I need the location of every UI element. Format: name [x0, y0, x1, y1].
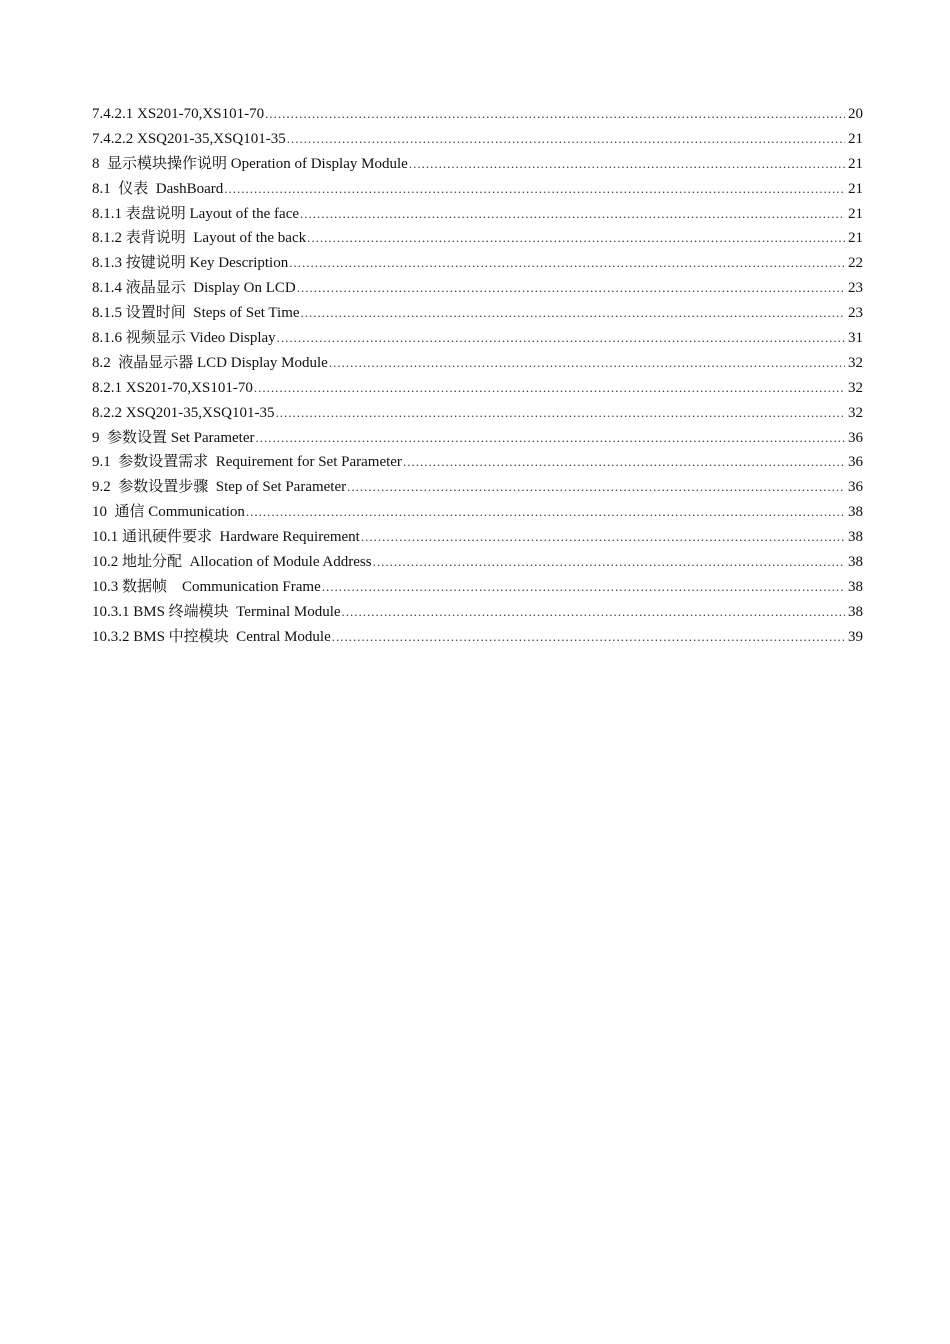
- toc-page-number: 23: [848, 305, 863, 322]
- toc-page-number: 38: [848, 554, 863, 571]
- toc-page-number: 31: [848, 330, 863, 347]
- toc-dot-leader: [301, 301, 845, 326]
- toc-entry-title: 8.2.1 XS201-70,XS101-70: [92, 379, 253, 396]
- toc-page-number: 36: [848, 454, 863, 471]
- toc-entry-title: 8.2.2 XSQ201-35,XSQ101-35: [92, 404, 275, 421]
- toc-page-number: 23: [848, 280, 863, 297]
- toc-dot-leader: [300, 202, 845, 227]
- toc-entry[interactable]: [92, 550, 863, 575]
- toc-entry-title: 10 通信 Communication: [92, 504, 245, 521]
- toc-entry-title: 8.1.3 按键说明 Key Description: [92, 255, 289, 272]
- toc-page-number: 36: [848, 429, 863, 446]
- toc-entry-title: 8.1.1 表盘说明 Layout of the face: [92, 205, 300, 222]
- toc-page-number: 36: [848, 479, 863, 496]
- toc-entry[interactable]: [92, 326, 863, 351]
- toc-entry[interactable]: [92, 625, 863, 650]
- toc-entry[interactable]: [92, 276, 863, 301]
- toc-entry-title: 10.3.2 BMS 中控模块 Central Module: [92, 628, 331, 645]
- toc-dot-leader: [255, 426, 845, 451]
- toc-entry-title: 8.2 液晶显示器 LCD Display Module: [92, 354, 328, 371]
- toc-entry[interactable]: [92, 202, 863, 227]
- toc-entry-title: 9 参数设置 Set Parameter: [92, 429, 255, 446]
- toc-entry[interactable]: [92, 475, 863, 500]
- toc-dot-leader: [276, 401, 845, 426]
- toc-entry-title: 9.2 参数设置步骤 Step of Set Parameter: [92, 479, 347, 496]
- toc-page-number: 32: [848, 379, 863, 396]
- toc-entry[interactable]: [92, 450, 863, 475]
- toc-page-number: 38: [848, 529, 863, 546]
- toc-dot-leader: [246, 500, 845, 525]
- toc-entry-title: 10.2 地址分配 Allocation of Module Address: [92, 554, 372, 571]
- toc-dot-leader: [347, 475, 845, 500]
- toc-entry[interactable]: [92, 525, 863, 550]
- toc-dot-leader: [277, 326, 845, 351]
- toc-dot-leader: [329, 351, 845, 376]
- toc-entry[interactable]: [92, 600, 863, 625]
- toc-dot-leader: [322, 575, 845, 600]
- toc-dot-leader: [409, 152, 845, 177]
- toc-entry-title: 8.1.4 液晶显示 Display On LCD: [92, 280, 296, 297]
- toc-entry-title: 9.1 参数设置需求 Requirement for Set Parameter: [92, 454, 402, 471]
- toc-page-number: 21: [848, 230, 863, 247]
- toc-entry[interactable]: [92, 251, 863, 276]
- toc-page-number: 21: [848, 155, 863, 172]
- toc-dot-leader: [332, 625, 845, 650]
- toc-dot-leader: [287, 127, 845, 152]
- toc-dot-leader: [289, 251, 845, 276]
- toc-entry[interactable]: [92, 127, 863, 152]
- toc-entry[interactable]: [92, 301, 863, 326]
- toc-entry[interactable]: [92, 177, 863, 202]
- table-of-contents: [92, 102, 863, 650]
- toc-entry[interactable]: [92, 401, 863, 426]
- toc-entry[interactable]: [92, 351, 863, 376]
- toc-entry[interactable]: [92, 226, 863, 251]
- toc-entry-title: 8 显示模块操作说明 Operation of Display Module: [92, 155, 408, 172]
- toc-entry-title: 10.3.1 BMS 终端模块 Terminal Module: [92, 603, 341, 620]
- toc-page-number: 39: [848, 628, 863, 645]
- toc-dot-leader: [342, 600, 845, 625]
- toc-page-number: 32: [848, 354, 863, 371]
- toc-entry-title: 7.4.2.1 XS201-70,XS101-70: [92, 106, 265, 122]
- toc-entry[interactable]: [92, 575, 863, 600]
- toc-page-number: 21: [848, 180, 863, 197]
- toc-entry-title: 10.3 数据帧 Communication Frame: [92, 578, 321, 595]
- toc-entry-title: 8.1.6 视频显示 Video Display: [92, 330, 276, 347]
- toc-page-number: 20: [848, 106, 863, 122]
- toc-page-number: 32: [848, 404, 863, 421]
- toc-entry[interactable]: [92, 152, 863, 177]
- toc-page-number: 21: [848, 205, 863, 222]
- toc-page-number: 21: [848, 130, 863, 147]
- toc-dot-leader: [224, 177, 845, 202]
- toc-entry-title: 8.1.2 表背说明 Layout of the back: [92, 230, 307, 247]
- toc-entry-title: 7.4.2.2 XSQ201-35,XSQ101-35: [92, 130, 286, 147]
- toc-page-number: 38: [848, 578, 863, 595]
- toc-page-number: 38: [848, 603, 863, 620]
- toc-entry-title: 10.1 通讯硬件要求 Hardware Requirement: [92, 529, 360, 546]
- toc-page-number: 38: [848, 504, 863, 521]
- toc-page-number: 22: [848, 255, 863, 272]
- toc-entry[interactable]: [92, 426, 863, 451]
- toc-entry[interactable]: [92, 500, 863, 525]
- toc-dot-leader: [403, 450, 845, 475]
- toc-dot-leader: [307, 226, 845, 251]
- toc-dot-leader: [297, 276, 845, 301]
- toc-entry-title: 8.1 仪表 DashBoard: [92, 180, 224, 197]
- toc-dot-leader: [254, 376, 845, 401]
- toc-entry-title: 8.1.5 设置时间 Steps of Set Time: [92, 305, 300, 322]
- toc-entry[interactable]: [92, 376, 863, 401]
- toc-entry[interactable]: [92, 102, 863, 127]
- toc-dot-leader: [265, 102, 845, 127]
- toc-dot-leader: [361, 525, 845, 550]
- toc-dot-leader: [373, 550, 845, 575]
